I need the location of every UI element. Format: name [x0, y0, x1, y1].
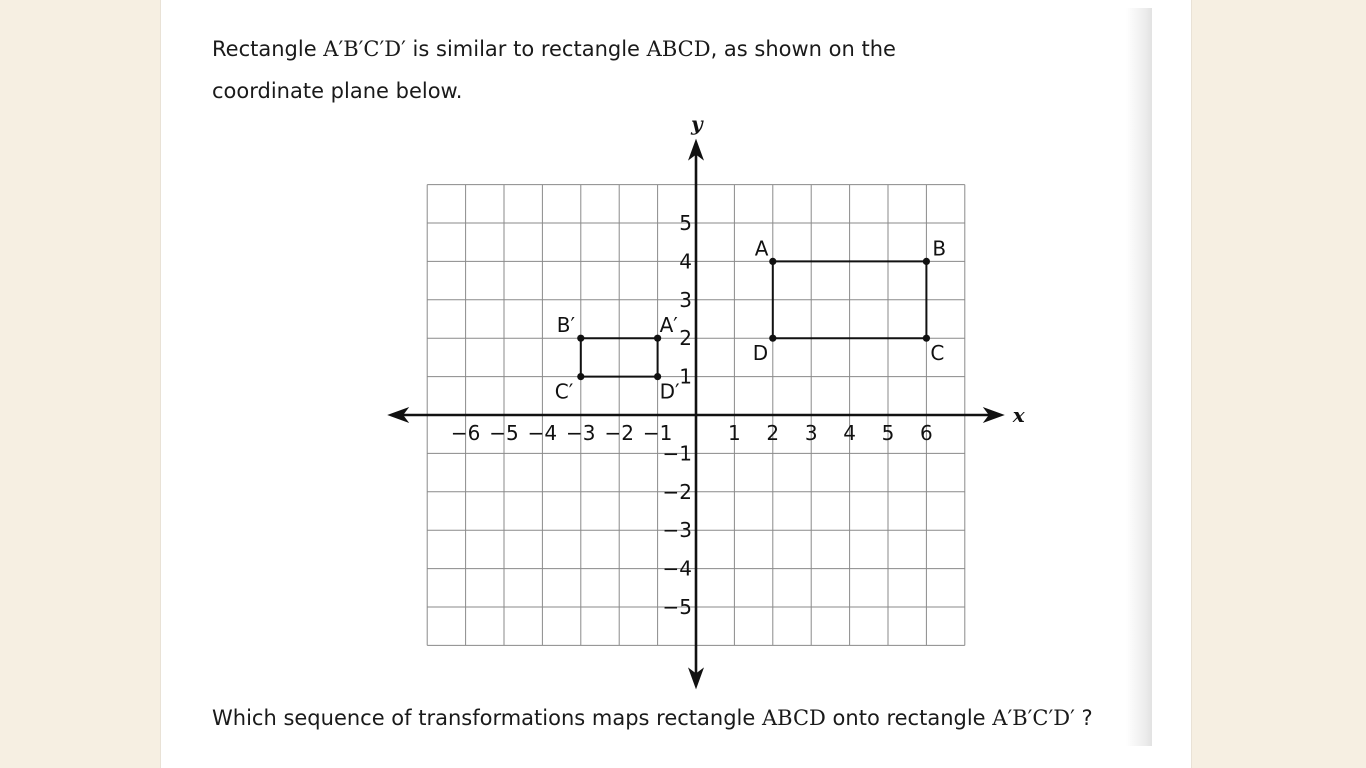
- coordinate-plane: [380, 111, 1040, 685]
- rect-prime-name: A′B′C′D′: [323, 37, 406, 61]
- y-tick-label: 3: [679, 287, 692, 312]
- x-tick-label: 5: [881, 421, 895, 445]
- vertex-label: D′: [659, 379, 680, 404]
- x-axis-label: x: [1012, 403, 1025, 427]
- vertex-label: C: [930, 341, 945, 366]
- vertex-label: B′: [556, 313, 576, 338]
- y-tick-label: −1: [662, 441, 692, 466]
- question-intro-middle: is similar to rectangle: [405, 37, 647, 61]
- x-tick-label: −3: [566, 421, 596, 445]
- vertex-label: B: [932, 236, 947, 261]
- question-intro-after: , as shown on the: [710, 37, 896, 61]
- vertex-point: [923, 258, 930, 265]
- prompt-rect-prime-name: A′B′C′D′: [992, 706, 1075, 730]
- question-intro-line2: coordinate plane below.: [212, 79, 463, 103]
- vertex-point: [577, 335, 584, 342]
- prompt-middle: onto rectangle: [825, 706, 993, 730]
- vertex-label: A′: [659, 313, 678, 338]
- vertex-label: D: [752, 341, 769, 366]
- prompt-rect-name: ABCD: [761, 706, 826, 730]
- vertex-point: [577, 373, 584, 380]
- x-tick-label: 4: [843, 421, 856, 445]
- x-tick-label: −5: [489, 421, 519, 445]
- prompt-text: [212, 700, 1152, 736]
- prompt-before: Which sequence of transformations maps rectangle: [212, 706, 762, 730]
- x-tick-label: 2: [766, 421, 780, 445]
- rect-name: ABCD: [646, 37, 711, 61]
- vertex-label: C′: [554, 379, 574, 404]
- prompt-after: ?: [1074, 706, 1093, 730]
- y-axis-label: y: [691, 111, 703, 136]
- x-tick-label: −1: [642, 421, 673, 445]
- vertex-label: A: [754, 236, 769, 261]
- vertex-point: [769, 335, 776, 342]
- x-tick-label: 1: [728, 421, 741, 445]
- vertex-point: [923, 335, 930, 342]
- x-tick-label: −6: [450, 421, 481, 445]
- y-tick-label: 2: [679, 326, 692, 351]
- y-tick-label: −4: [662, 556, 692, 581]
- x-tick-label: −4: [527, 421, 558, 445]
- y-tick-label: 5: [679, 211, 692, 235]
- y-tick-label: 1: [679, 364, 692, 389]
- y-tick-label: −5: [662, 595, 692, 619]
- vertex-point: [769, 258, 776, 265]
- x-tick-label: −2: [604, 421, 634, 445]
- question-intro-before: Rectangle: [212, 37, 324, 61]
- y-tick-label: 4: [679, 249, 692, 274]
- axes: [387, 112, 1026, 690]
- y-tick-label: −3: [662, 518, 692, 543]
- question-text: [212, 28, 1112, 112]
- y-tick-label: −2: [662, 479, 692, 504]
- x-tick-label: 6: [920, 421, 933, 445]
- x-tick-label: 3: [804, 421, 818, 445]
- scroll-edge-shadow: [1126, 8, 1152, 746]
